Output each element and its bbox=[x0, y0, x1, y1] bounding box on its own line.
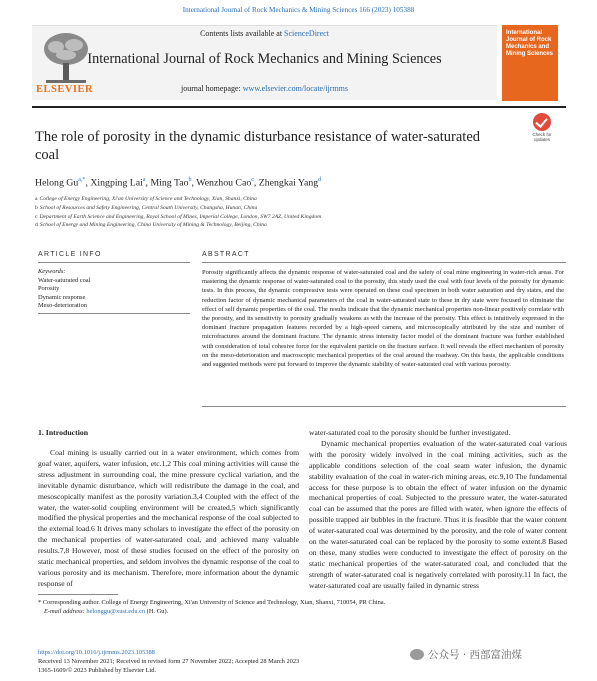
affiliation-item: c Department of Earth Science and Engineering, Royal School of Mines, Imperial College, London, SW7 2AZ, United Kingdom bbox=[35, 213, 322, 220]
article-info-heading: ARTICLE INFO bbox=[38, 251, 102, 258]
contents-line bbox=[32, 29, 497, 38]
keywords-bottom-rule bbox=[38, 313, 190, 314]
email-link[interactable]: helonggu@xust.edu.cn bbox=[86, 608, 146, 615]
journal-citation[interactable]: International Journal of Rock Mechanics & Mining Sciences 166 (2023) 105388 bbox=[182, 6, 415, 14]
author-name[interactable]: Wenzhou Cao bbox=[196, 177, 252, 189]
abstract-text: Porosity significantly affects the dynamic response of water-saturated coal and the safety of coal mine engineering in water-rich areas. For mastering the dynamic response of water-saturated coal to the porosity, this study used the coal with four levels of the porosity for dynamic tests. In this process, the dynamic compressive tests were operated on these coal specimen in both water saturation and dry states, and the reduction factor of dynamic mechanical parameters of the coal in water-saturated state to these in dry state were focused to eliminate the effect of self dynamic properties of the coal. The results indicate that the dynamic mechanical properties non-linear positively correlate with the porosity, and its sensitivity to porosity gradually weakens as with the increase of the porosity. This effect is intuitively expressed in the dominant fracture propagation features recorded by a high-speed camera, and microscopically attributed by the size and number of microfractures around the dominant fracture. The dynamic stress intensity factor model of the dominant fracture was further established with consideration of total cohesive force for the equivalent particle on the fracture surface. It well reveals the effect mechanism of porosity on the meso-deterioration and macroscopic mechanical properties of the coal around the roadway. On this basis, the applicable conditions and suggested methods were put forward to improve the dynamic stability of water-saturated coal with various porosity. bbox=[202, 269, 564, 369]
author-name[interactable]: Zhengkai Yang bbox=[258, 177, 319, 189]
paragraph: Coal mining is usually carried out in a water environment, which comes from goaf water, aquifers, water infusion, etc.1,2 This coal mining activities will cause the stress adjustment in surrounding coal, the mine pressure cyclical variation, and the inevitable dynamic disturbance, which will redistribute the damage in the coal, and mesoscopically manifest as the porosity variation.3,4 Coupled with the effect of the water, the water-solid coupling environment will be created,5 which significantly modified the physical properties and the mechanical response of the coal subjected to the external load.6 It drives many scholars to investigate the effect of the porosity on the mechanical properties of water-saturated coal, and achieved many valuable results.7,8 However, most of these studies focused on the effect of the porosity on static mechanical properties, and seldom involves the dynamic response of the coal to various porosity and its mechanism. Therefore, more information about the dynamic response of bbox=[38, 448, 299, 588]
check-updates-label: Check for updates bbox=[532, 132, 552, 142]
check-for-updates-button[interactable] bbox=[526, 113, 558, 147]
introduction-column-2 bbox=[309, 428, 567, 592]
keywords-label: Keywords: bbox=[38, 268, 66, 275]
copyright-line: 1365-1609/© 2023 Published by Elsevier Ltd. bbox=[38, 667, 157, 674]
author-name[interactable]: Ming Tao bbox=[150, 177, 189, 189]
keyword-item: Dynamic response bbox=[38, 293, 86, 301]
header-rule bbox=[32, 106, 566, 108]
author-list: Helong $Gu^{a,*}$, Xingping Lai$^a$, Ming Tao$^b$, Wenzhou Cao$^c$, Zhengkai Yang$^d$ bbox=[35, 177, 322, 189]
affiliation-item: a College of Energy Engineering, Xi'an University of Science and Technology, Xian, Shanxi, China bbox=[35, 196, 257, 202]
author-affiliation-mark[interactable]: a bbox=[142, 177, 146, 183]
wechat-watermark bbox=[410, 647, 522, 662]
abstract-rule bbox=[202, 262, 566, 263]
abstract-bottom-rule bbox=[202, 406, 566, 407]
introduction-column-1 bbox=[38, 448, 299, 590]
check-updates-icon bbox=[533, 113, 551, 131]
sciencedirect-link[interactable]: ScienceDirect bbox=[284, 29, 329, 38]
affiliation-item: b School of Resources and Safety Engineering, Central South University, Changsha, Hunan, China bbox=[35, 204, 258, 211]
author-name[interactable]: Xingping Lai bbox=[90, 177, 143, 189]
journal-cover-title: International Journal of Rock Mechanics and Mining Sciences bbox=[506, 30, 554, 57]
contents-prefix: Contents lists available at bbox=[200, 29, 285, 38]
email-suffix: (H. Gu). bbox=[145, 608, 169, 615]
introduction-heading: 1. Introduction bbox=[38, 428, 89, 437]
article-title: The role of porosity in the dynamic disturbance resistance of water-saturated coal bbox=[35, 129, 481, 163]
author-affiliation-mark[interactable]: a,* bbox=[78, 177, 86, 183]
abstract-heading: ABSTRACT bbox=[202, 251, 250, 258]
affiliation-item: d School of Energy and Mining Engineering, China University of Mining & Technology, Beijing, China bbox=[35, 222, 267, 229]
author-affiliation-mark[interactable]: d bbox=[318, 177, 322, 183]
received-dates: Received 13 November 2021; Received in revised form 27 November 2022; Accepted 28 March 2023 bbox=[38, 658, 300, 665]
homepage-link[interactable]: www.elsevier.com/locate/ijrmms bbox=[242, 84, 348, 93]
author-affiliation-mark[interactable]: b bbox=[188, 177, 192, 183]
wechat-icon bbox=[410, 649, 424, 660]
author-affiliation-mark[interactable]: c bbox=[251, 177, 254, 183]
elsevier-wordmark: ELSEVIER bbox=[36, 84, 94, 95]
watermark-text: 公众号 · 西部富油煤 bbox=[428, 649, 523, 661]
footnote-block bbox=[38, 598, 385, 616]
corresponding-author-note: * Corresponding author. College of Energy Engineering, Xi'an University of Science and Technology, Xian, Shanxi, 710054, PR China. bbox=[38, 599, 386, 606]
journal-name: International Journal of Rock Mechanics and Mining Sciences bbox=[87, 51, 442, 67]
homepage-prefix: journal homepage: bbox=[181, 84, 243, 93]
keywords-block bbox=[38, 268, 90, 311]
article-info-rule bbox=[38, 262, 190, 263]
paragraph: water-saturated coal to the porosity should be further investigated. bbox=[309, 428, 511, 437]
keyword-item: Porosity bbox=[38, 285, 60, 293]
paragraph: Dynamic mechanical properties evaluation of the water-saturated coal various with the porosity widely involved in the coal mining activities, such as the applicable conditions selection of the coal seam water infusion, the dynamic stability evaluation of the coal in water-rich mining areas, etc.9,10 The fundamental access for these purpose is to obtain the effect of water infusion on the dynamic mechanical properties of coal. Subjected to the pressure water, the water-saturated coal can be assumed that the pores are filled with water, when ignore the effects of possible trapped air bubbles in the fracture. Thus it is feasible that the water content of water-saturated coal was determined by the porosity, and the role of water content on the water-saturated coal can be replaced by the porosity to some extent.8 Based on these, many studies were conducted to investigate the effect of porosity on the static mechanical properties of the water-saturated coal, and concluded that the strength of water-saturated coal is negatively correlated with porosity.11 In fact, the water-saturated coal are usually failed in dynamic stress bbox=[309, 438, 567, 590]
footnote-rule bbox=[38, 594, 118, 595]
journal-homepage bbox=[32, 84, 497, 93]
keyword-item: Water-saturated coal bbox=[38, 276, 91, 284]
email-label: E-mail address: bbox=[44, 608, 87, 615]
keyword-item: Meso-deterioration bbox=[38, 302, 87, 310]
email-line bbox=[38, 607, 385, 616]
affiliation-list bbox=[35, 195, 321, 230]
doi-link[interactable]: https://doi.org/10.1016/j.ijrmms.2023.105388 bbox=[38, 649, 155, 656]
article-footer bbox=[38, 648, 299, 675]
author-name[interactable]: Helong Gu bbox=[35, 177, 79, 189]
